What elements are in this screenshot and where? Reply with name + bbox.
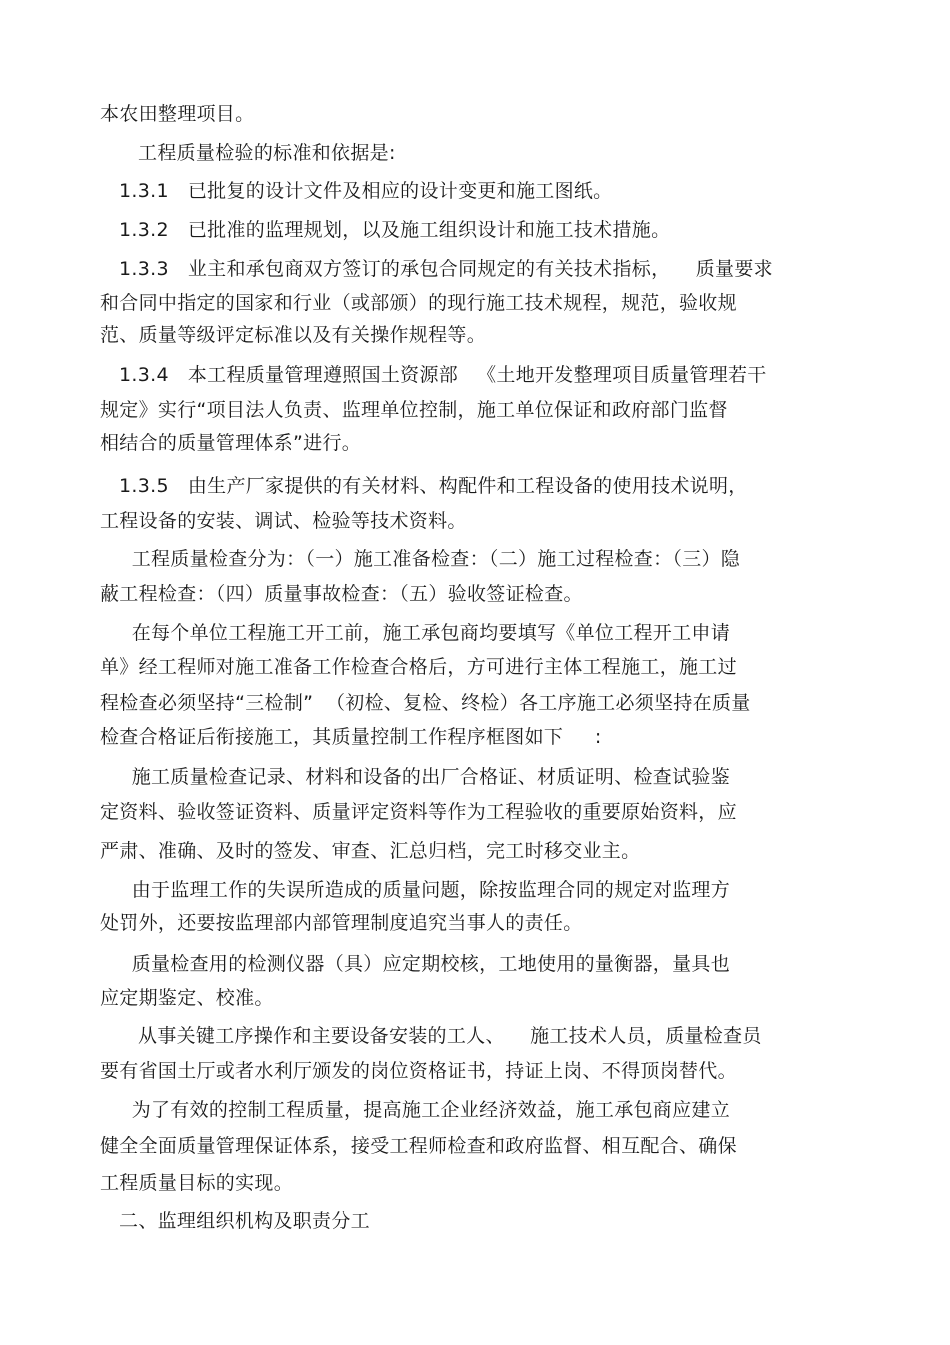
text-line: 范、质量等级评定标准以及有关操作规程等。 bbox=[100, 324, 487, 346]
text-line: 工程质量检查分为：（一）施工准备检查：（二）施工过程检查：（三）隐 bbox=[100, 548, 741, 570]
text-line: 处罚外，还要按监理部内部管理制度追究当事人的责任。 bbox=[100, 912, 583, 934]
text-line: 工程质量检验的标准和依据是: bbox=[100, 142, 396, 164]
text-line: 检查合格证后衔接施工，其质量控制工作程序框图如下 : bbox=[100, 726, 602, 748]
text-line: 严肃、准确、及时的签发、审查、汇总归档，完工时移交业主。 bbox=[100, 840, 641, 862]
text-line: 本农田整理项目。 bbox=[100, 103, 255, 125]
text-line: 1.3.1 已批复的设计文件及相应的设计变更和施工图纸。 bbox=[100, 180, 613, 202]
text-line: 质量检查用的检测仪器（具）应定期校核，工地使用的量衡器，量具也 bbox=[100, 953, 730, 975]
text-line: 应定期鉴定、校准。 bbox=[100, 987, 274, 1009]
text-line: 健全全面质量管理保证体系，接受工程师检查和政府监督、相互配合、确保 bbox=[100, 1135, 737, 1157]
text-line: 施工质量检查记录、材料和设备的出厂合格证、材质证明、检查试验鉴 bbox=[100, 766, 730, 788]
text-line: 1.3.3 业主和承包商双方签订的承包合同规定的有关技术指标， 质量要求 bbox=[100, 258, 773, 280]
section-heading: 二、监理组织机构及职责分工 bbox=[100, 1210, 370, 1232]
text-line: 1.3.2 已批准的监理规划，以及施工组织设计和施工技术措施。 bbox=[100, 219, 671, 241]
text-line: 由于监理工作的失误所造成的质量问题，除按监理合同的规定对监理方 bbox=[100, 879, 730, 901]
text-line: 要有省国土厅或者水利厅颁发的岗位资格证书，持证上岗、不得顶岗替代。 bbox=[100, 1060, 737, 1082]
text-line: 和合同中指定的国家和行业（或部颁）的现行施工技术规程，规范，验收规 bbox=[100, 292, 737, 314]
text-line: 在每个单位工程施工开工前，施工承包商均要填写《单位工程开工申请 bbox=[100, 622, 730, 644]
text-line: 相结合的质量管理体系”进行。 bbox=[100, 432, 362, 454]
text-line: 为了有效的控制工程质量，提高施工企业经济效益，施工承包商应建立 bbox=[100, 1099, 730, 1121]
text-line: 1.3.5 由生产厂家提供的有关材料、构配件和工程设备的使用技术说明， bbox=[100, 475, 748, 497]
text-line: 工程质量目标的实现。 bbox=[100, 1172, 294, 1194]
text-line: 工程设备的安装、调试、检验等技术资料。 bbox=[100, 510, 467, 532]
text-line: 程检查必须坚持“三检制” （初检、复检、终检）各工序施工必须坚持在质量 bbox=[100, 692, 751, 714]
text-line: 规定》实行“项目法人负责、监理单位控制，施工单位保证和政府部门监督 bbox=[100, 399, 728, 421]
text-line: 从事关键工序操作和主要设备安装的工人、 施工技术人员，质量检查员 bbox=[100, 1025, 762, 1047]
text-line: 1.3.4 本工程质量管理遵照国土资源部 《土地开发整理项目质量管理若干 bbox=[100, 364, 767, 386]
text-line: 定资料、验收签证资料、质量评定资料等作为工程验收的重要原始资料，应 bbox=[100, 801, 737, 823]
text-line: 单》经工程师对施工准备工作检查合格后，方可进行主体工程施工，施工过 bbox=[100, 656, 737, 678]
text-line: 蔽工程检查：（四）质量事故检查：（五）验收签证检查。 bbox=[100, 583, 583, 605]
